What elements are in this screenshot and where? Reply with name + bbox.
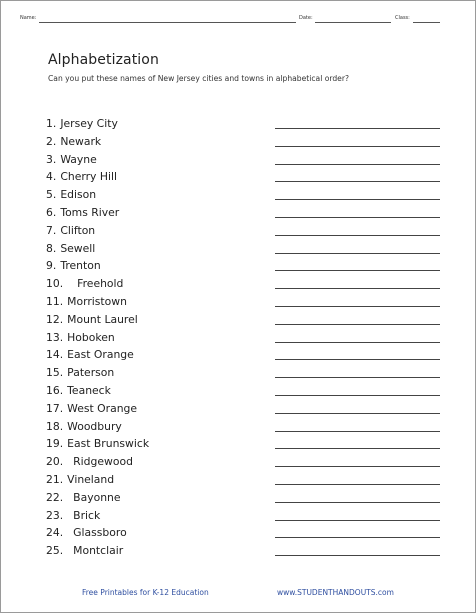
item-number: 6. [46, 205, 57, 219]
class-line [413, 22, 440, 23]
answer-line[interactable] [275, 413, 440, 414]
answer-line[interactable] [275, 359, 440, 360]
item-number: 25. [46, 544, 64, 558]
footer-website-link[interactable]: www.STUDENTHANDOUTS.com [277, 588, 394, 597]
answer-line[interactable] [275, 181, 440, 182]
list-item [46, 240, 446, 258]
city-name: Teaneck [67, 383, 111, 397]
city-name: Jersey City [60, 117, 118, 130]
city-name: Freehold [77, 277, 124, 291]
city-name: Woodbury [67, 419, 122, 433]
item-number: 20. [46, 455, 64, 469]
item-number: 16. [46, 383, 64, 397]
list-item [46, 168, 446, 186]
worksheet-instructions: Can you put these names of New Jersey cities and towns in alphabetical order? [48, 74, 349, 83]
city-name: Vineland [67, 472, 115, 486]
city-name: West Orange [67, 401, 138, 415]
city-name: Brick [73, 508, 101, 522]
list-item [46, 257, 446, 275]
answer-line[interactable] [275, 448, 440, 449]
list-item [46, 186, 446, 204]
city-name: Trenton [60, 259, 101, 273]
item-number: 23. [46, 508, 64, 522]
city-name: Cherry Hill [60, 170, 117, 184]
item-number: 8. [46, 241, 57, 255]
city-name: Hoboken [67, 330, 115, 344]
answer-line[interactable] [275, 520, 440, 521]
date-line [315, 22, 391, 23]
item-number: 22. [46, 490, 64, 504]
item-number: 14. [46, 348, 64, 362]
city-list [46, 115, 446, 560]
answer-line[interactable] [275, 253, 440, 254]
answer-line[interactable] [275, 377, 440, 378]
worksheet-title: Alphabetization [48, 52, 159, 68]
answer-line[interactable] [275, 484, 440, 485]
item-number: 17. [46, 401, 64, 415]
list-item [46, 382, 446, 400]
item-number: 11. [46, 294, 64, 308]
city-name: Sewell [60, 241, 96, 255]
item-number: 7. [46, 223, 57, 237]
city-name: Newark [60, 134, 102, 148]
item-number: 13. [46, 330, 64, 344]
list-item [46, 418, 446, 436]
list-item [46, 453, 446, 471]
list-item [46, 222, 446, 240]
item-number: 12. [46, 312, 64, 326]
answer-line[interactable] [275, 431, 440, 432]
city-name: Mount Laurel [67, 312, 138, 326]
city-name: Morristown [67, 294, 127, 308]
list-item [46, 400, 446, 418]
list-item [46, 115, 446, 133]
answer-line[interactable] [275, 128, 440, 129]
city-name: Wayne [60, 152, 97, 166]
item-number: 3. [46, 152, 57, 166]
list-item [46, 471, 446, 489]
answer-line[interactable] [275, 555, 440, 556]
city-name: Edison [60, 188, 97, 202]
list-item [46, 311, 446, 329]
city-name: Bayonne [73, 490, 121, 504]
list-item [46, 204, 446, 222]
item-number: 24. [46, 526, 64, 540]
item-number: 1. [46, 117, 57, 130]
item-number: 19. [46, 437, 64, 451]
city-name: Toms River [60, 205, 120, 219]
list-item [46, 346, 446, 364]
answer-line[interactable] [275, 395, 440, 396]
item-number: 21. [46, 472, 64, 486]
answer-line[interactable] [275, 199, 440, 200]
item-number: 5. [46, 188, 57, 202]
city-name: Paterson [67, 366, 115, 380]
item-number: 4. [46, 170, 57, 184]
city-name: Clifton [60, 223, 96, 237]
header-fields [20, 15, 460, 25]
list-item [46, 542, 446, 560]
answer-line[interactable] [275, 288, 440, 289]
list-item [46, 329, 446, 347]
item-number: 10. [46, 277, 64, 291]
list-item [46, 507, 446, 525]
city-name: East Orange [67, 348, 134, 362]
answer-line[interactable] [275, 146, 440, 147]
footer-tagline: Free Printables for K-12 Education [82, 588, 209, 597]
answer-line[interactable] [275, 164, 440, 165]
list-item [46, 364, 446, 382]
item-number: 15. [46, 366, 64, 380]
city-name: East Brunswick [67, 437, 150, 451]
answer-line[interactable] [275, 217, 440, 218]
list-item [46, 435, 446, 453]
answer-line[interactable] [275, 324, 440, 325]
answer-line[interactable] [275, 466, 440, 467]
list-item [46, 133, 446, 151]
list-item [46, 524, 446, 542]
city-name: Glassboro [73, 526, 127, 540]
city-name: Montclair [73, 544, 124, 558]
answer-line[interactable] [275, 270, 440, 271]
list-item [46, 489, 446, 507]
name-line [39, 22, 296, 23]
city-name: Ridgewood [73, 455, 133, 469]
list-item [46, 275, 446, 293]
item-number: 2. [46, 134, 57, 148]
answer-line[interactable] [275, 235, 440, 236]
answer-line[interactable] [275, 537, 440, 538]
name-label: Name: [20, 15, 37, 21]
date-label: Date: [299, 15, 313, 21]
answer-line[interactable] [275, 502, 440, 503]
item-number: 9. [46, 259, 57, 273]
class-label: Class: [395, 15, 410, 21]
list-item [46, 293, 446, 311]
list-item [46, 151, 446, 169]
answer-line[interactable] [275, 306, 440, 307]
item-number: 18. [46, 419, 64, 433]
answer-line[interactable] [275, 342, 440, 343]
